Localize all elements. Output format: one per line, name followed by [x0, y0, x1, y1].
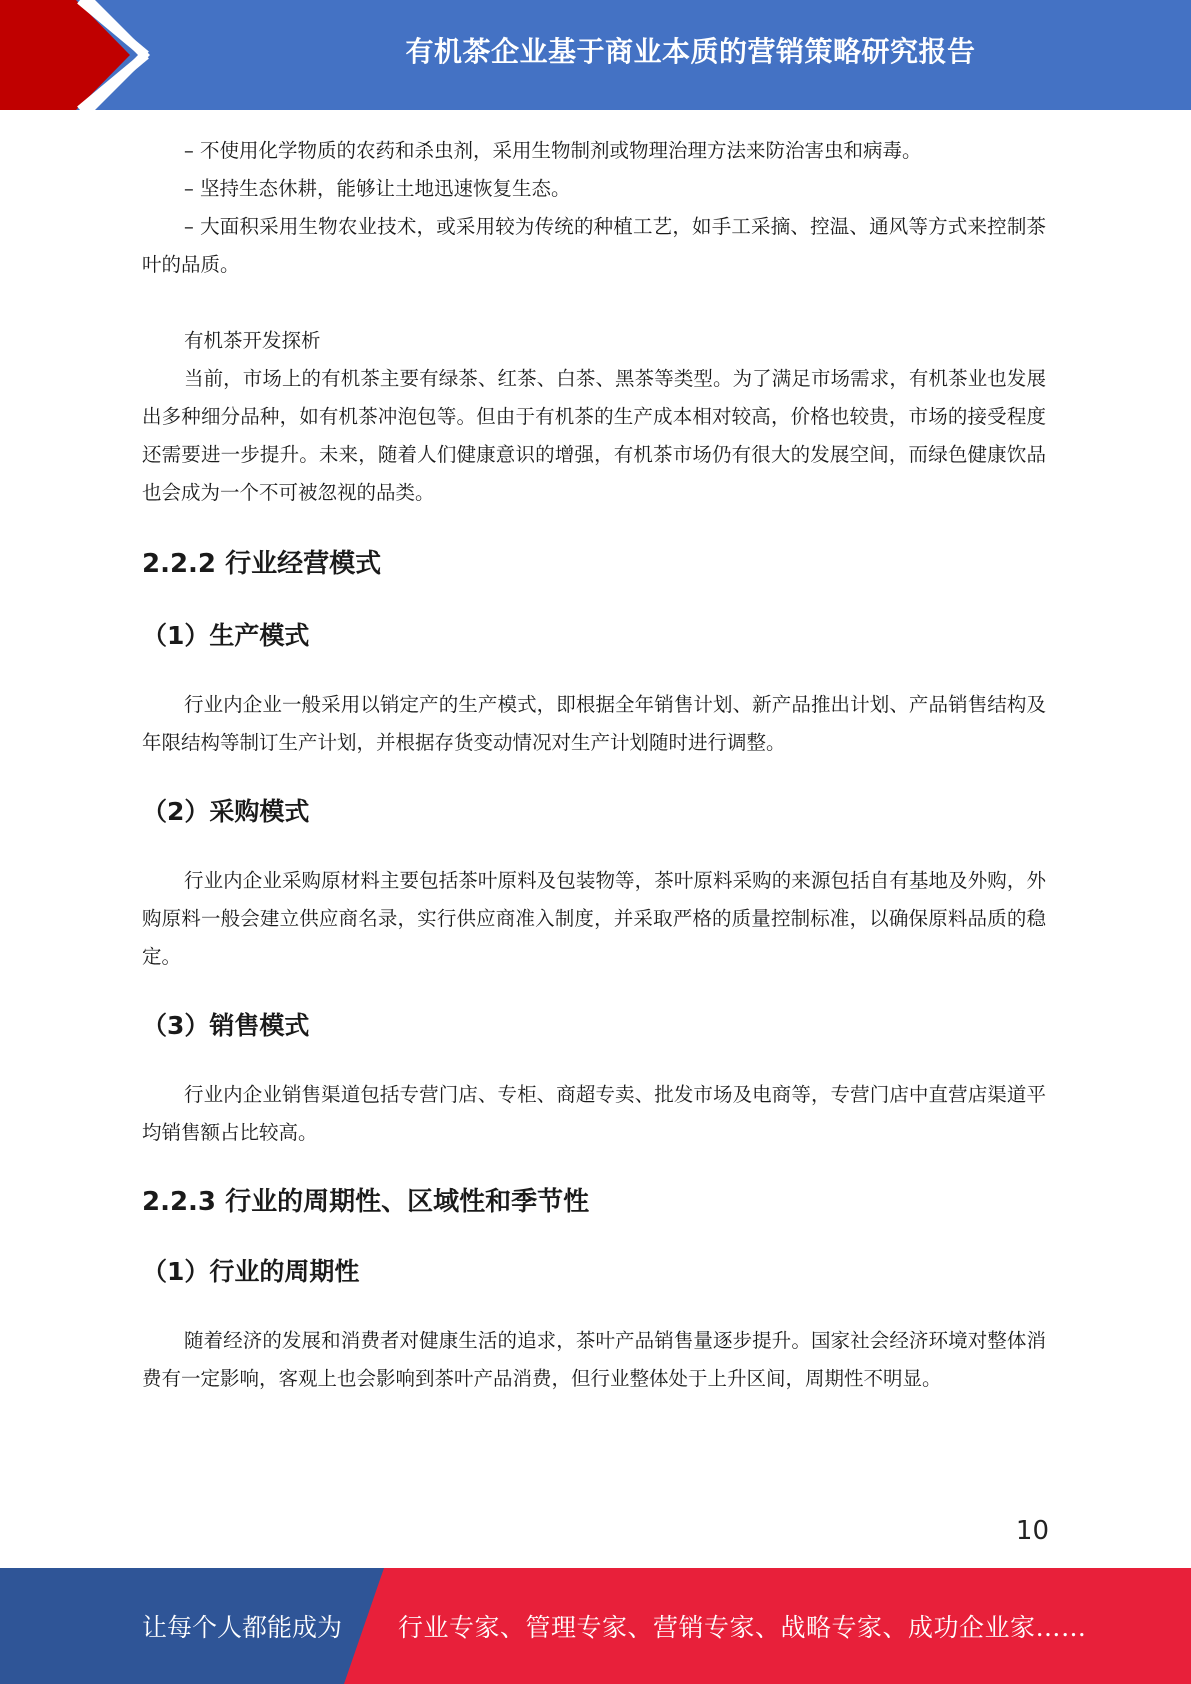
page-number: 10: [1015, 1516, 1049, 1546]
section-heading-2-2-2: 2.2.2 行业经营模式: [142, 549, 382, 579]
footer-slogan-right: 行业专家、管理专家、营销专家、战略专家、成功企业家……: [398, 1613, 1087, 1642]
subsection-heading-sales: （3）销售模式: [142, 1011, 310, 1040]
paragraph-cyclical: 随着经济的发展和消费者对健康生活的追求，茶叶产品销售量逐步提升。国家社会经济环境对整体消费有一定影响，客观上也会影响到茶叶产品消费，但行业整体处于上升区间，周期性不明显。: [142, 1329, 1046, 1390]
paragraph-sales: 行业内企业销售渠道包括专营门店、专柜、商超专卖、批发市场及电商等，专营门店中直营店渠道平均销售额占比较高。: [142, 1083, 1046, 1144]
paragraph-production: 行业内企业一般采用以销定产的生产模式，即根据全年销售计划、新产品推出计划、产品销售结构及年限结构等制订生产计划，并根据存货变动情况对生产计划随时进行调整。: [142, 693, 1046, 754]
bullet-item: – 大面积采用生物农业技术，或采用较为传统的种植工艺，如手工采摘、控温、通风等方式来控制茶叶的品质。: [142, 215, 1046, 276]
report-title: 有机茶企业基于商业本质的营销策略研究报告: [405, 35, 976, 68]
subheading: 有机茶开发探析: [184, 329, 321, 352]
subsection-heading-purchase: （2）采购模式: [142, 797, 310, 826]
subsection-heading-cyclical: （1）行业的周期性: [142, 1257, 360, 1286]
page-content: [142, 132, 1046, 1398]
bullet-item: – 不使用化学物质的农药和杀虫剂，采用生物制剂或物理治理方法来防治害虫和病毒。: [184, 139, 922, 162]
subsection-heading-production: （1）生产模式: [142, 621, 310, 650]
page-header: [0, 0, 1191, 110]
section-heading-2-2-3: 2.2.3 行业的周期性、区域性和季节性: [142, 1187, 590, 1217]
paragraph-analysis: 当前，市场上的有机茶主要有绿茶、红茶、白茶、黑茶等类型。为了满足市场需求，有机茶业也发展出多种细分品种，如有机茶冲泡包等。但由于有机茶的生产成本相对较高，价格也较贵，市场的接受程度还需要进一步提升。未来，随着人们健康意识的增强，有机茶市场仍有很大的发展空间，而绿色健康饮品也会成为一个不可被忽视的品类。: [142, 367, 1046, 504]
page-footer: [0, 1568, 1191, 1684]
bullet-item: – 坚持生态休耕，能够让土地迅速恢复生态。: [184, 177, 571, 200]
paragraph-purchase: 行业内企业采购原材料主要包括茶叶原料及包装物等，茶叶原料采购的来源包括自有基地及外购，外购原料一般会建立供应商名录，实行供应商准入制度，并采取严格的质量控制标准，以确保原料品质的稳定。: [142, 869, 1046, 968]
footer-slogan-left: 让每个人都能成为: [142, 1613, 343, 1642]
